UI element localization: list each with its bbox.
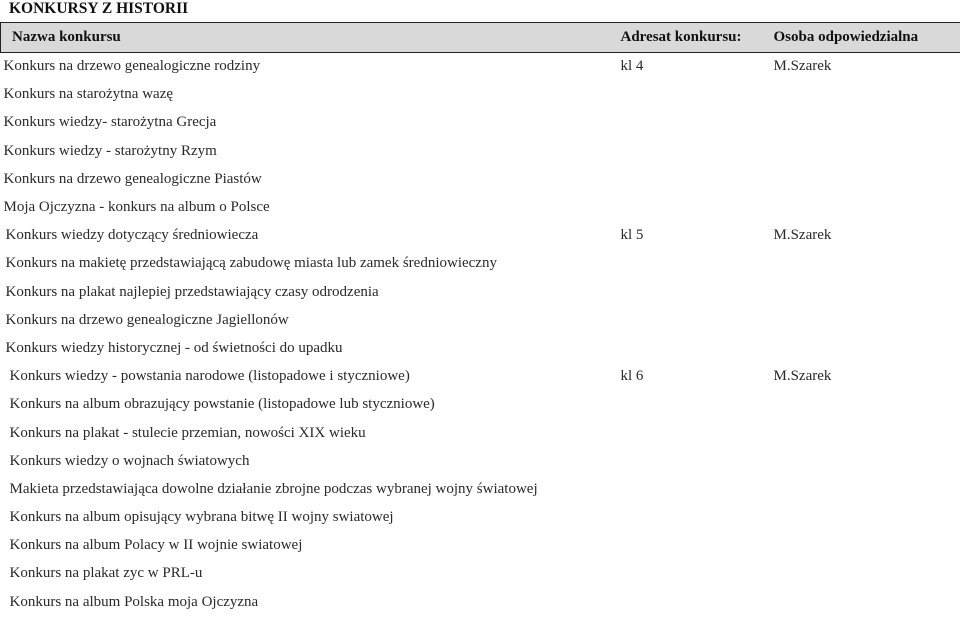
- page-title: KONKURSY Z HISTORII: [9, 0, 189, 17]
- competition-name: Konkurs na plakat najlepiej przedstawiający czasy odrodzenia: [5, 283, 379, 300]
- table-row: [1, 109, 960, 137]
- table-row: [1, 250, 960, 278]
- competition-name: Konkurs wiedzy - powstania narodowe (listopadowe i styczniowe): [9, 368, 410, 385]
- table-row: [1, 193, 960, 221]
- header-person: Osoba odpowiedzialna: [758, 23, 960, 53]
- group-grade-5: [1, 222, 960, 363]
- competition-person: M.Szarek: [773, 368, 832, 385]
- competition-name: Konkurs na album obrazujący powstanie (listopadowe lub styczniowe): [9, 396, 435, 413]
- table-row: [1, 81, 960, 109]
- competition-name: Konkurs na plakat zyc w PRL-u: [9, 565, 203, 582]
- competition-name: Makieta przedstawiająca dowolne działanie zbrojne podczas wybranej wojny światowej: [9, 480, 538, 497]
- table-row: [1, 334, 960, 362]
- table-row: [1, 165, 960, 193]
- table-row: [1, 363, 960, 391]
- table-row: [1, 588, 960, 616]
- table-row: [1, 306, 960, 334]
- group-grade-6: [1, 363, 960, 617]
- competition-name: Konkurs wiedzy - starożytny Rzym: [3, 142, 217, 159]
- competition-name: Konkurs na drzewo genealogiczne Piastów: [3, 170, 262, 187]
- header-name: Nazwa konkursu: [1, 23, 608, 53]
- table-row: [1, 532, 960, 560]
- competitions-table: [0, 22, 960, 616]
- table-row: [1, 504, 960, 532]
- table-row: [1, 222, 960, 250]
- competition-name: Konkurs na makietę przedstawiającą zabudowę miasta lub zamek średniowieczny: [5, 255, 497, 272]
- table-row: [1, 53, 960, 81]
- competition-grade: kl 5: [620, 227, 644, 244]
- table-row: [1, 560, 960, 588]
- table-row: [1, 278, 960, 306]
- group-grade-4: [1, 53, 960, 222]
- header-grade: Adresat konkursu:: [608, 23, 758, 53]
- competition-name: Moja Ojczyzna - konkurs na album o Polsce: [3, 199, 270, 216]
- table-row: [1, 475, 960, 503]
- competition-grade: kl 6: [620, 368, 644, 385]
- competition-person: M.Szarek: [773, 227, 832, 244]
- table-row: [1, 391, 960, 419]
- competition-grade: kl 4: [620, 58, 644, 75]
- competition-person: M.Szarek: [773, 58, 832, 75]
- competition-name: Konkurs na drzewo genealogiczne Jagiellonów: [5, 311, 289, 328]
- competition-name: Konkurs wiedzy dotyczący średniowiecza: [5, 227, 259, 244]
- competition-name: Konkurs na starożytna wazę: [3, 86, 174, 103]
- competition-name: Konkurs wiedzy- starożytna Grecja: [3, 114, 217, 131]
- table-row: [1, 447, 960, 475]
- table-row: [1, 419, 960, 447]
- competition-name: Konkurs na album Polacy w II wojnie swiatowej: [9, 537, 303, 554]
- competition-name: Konkurs na album opisujący wybrana bitwę II wojny swiatowej: [9, 509, 394, 526]
- table-row: [1, 137, 960, 165]
- table-header-row: [1, 23, 960, 53]
- competition-name: Konkurs wiedzy o wojnach światowych: [9, 452, 250, 469]
- competition-name: Konkurs na plakat - stulecie przemian, nowości XIX wieku: [9, 424, 366, 441]
- competition-name: Konkurs na drzewo genealogiczne rodziny: [3, 58, 261, 75]
- competition-name: Konkurs na album Polska moja Ojczyzna: [9, 593, 259, 610]
- competition-name: Konkurs wiedzy historycznej - od świetności do upadku: [5, 339, 343, 356]
